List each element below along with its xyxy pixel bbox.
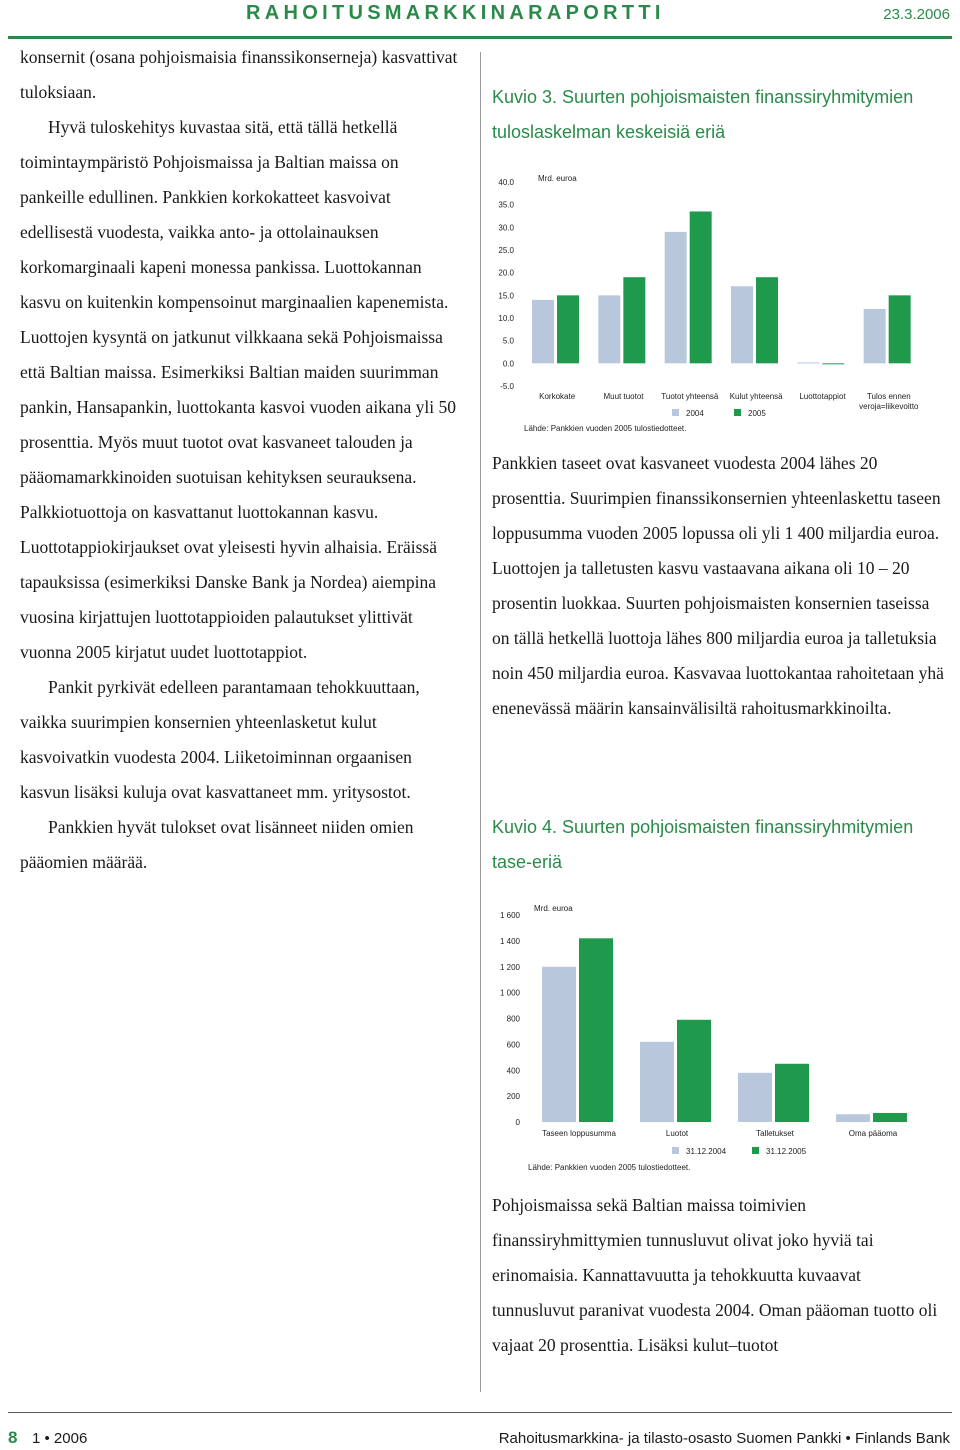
figure3-title: Kuvio 3. Suurten pohjoismaisten finanssiryhmitymien tuloslaskelman keskeisiä eriä	[492, 87, 914, 142]
bar-2005	[623, 277, 645, 363]
source-note: Lähde: Pankkien vuoden 2005 tulostiedotteet.	[524, 424, 687, 433]
issue-label: 1 • 2006	[32, 1430, 88, 1447]
legend-label: 2004	[686, 409, 704, 418]
y-tick-label: 35.0	[498, 200, 514, 210]
y-tick-label: 1 200	[499, 962, 520, 972]
bar-31.12.2004	[640, 1042, 674, 1122]
legend-swatch-31.12.2005	[752, 1147, 759, 1154]
paragraph: konsernit (osana pohjoismaisia finanssikonserneja) kasvattivat tuloksiaan.	[20, 47, 458, 102]
report-title: RAHOITUSMARKKINARAPORTTI	[246, 2, 665, 24]
bar-2005	[889, 295, 911, 363]
legend-label: 31.12.2004	[686, 1147, 727, 1156]
legend-swatch-2004	[672, 409, 679, 416]
y-tick-label: 1 400	[499, 936, 520, 946]
y-tick-label: 0	[515, 1118, 520, 1127]
category-label: Kulut yhteensä	[729, 392, 783, 401]
figure3-chart	[482, 150, 952, 440]
y-tick-label: 600	[506, 1040, 520, 1050]
bar-2004	[731, 286, 753, 363]
paragraph: Pankit pyrkivät edelleen parantamaan tehokkuuttaan, vaikka suurimpien konsernien yhteenlasketut kulut kasvoivatkin vuodesta 2004. Liiketoiminnan orgaanisen kasvun lisäksi kuluja ovat kasvattaneet mm. yritysostot.	[20, 677, 420, 802]
figure4-chart	[482, 880, 952, 1180]
legend-label: 31.12.2005	[766, 1147, 807, 1156]
y-tick-label: 25.0	[498, 246, 514, 255]
column-divider	[480, 52, 481, 1392]
bar-2005	[822, 363, 844, 364]
left-column	[20, 40, 465, 880]
bar-2005	[557, 295, 579, 363]
paragraph: Pankkien hyvät tulokset ovat lisänneet niiden omien pääomien määrää.	[20, 817, 414, 872]
y-tick-label: 15.0	[498, 291, 514, 301]
header-rule	[8, 36, 952, 39]
right-paragraph-2: Pohjoismaissa sekä Baltian maissa toimivien finanssiryhmittymien tunnusluvut olivat joko hyviä tai erinomaisia. Kannattavuutta ja tehokkuutta kuvaavat tunnusluvut paranivat vuodesta 2004. Oman pääoman tuotto oli vajaat 20 prosenttia. Lisäksi kulut–tuotot	[492, 1195, 938, 1355]
bar-2005	[690, 211, 712, 363]
paragraph: Hyvä tuloskehitys kuvastaa sitä, että tällä hetkellä toimintaympäristö Pohjoismaissa ja Baltian maissa on pankeille edullinen. Pankkien korkokatteet kasvoivat edellisestä vuodesta, vaikka anto- ja ottolainauksen korkomarginaali kapeni monessa pankissa. Luottokannan kasvu on kuitenkin kompensoinut marginaalien kapenemista. Luottojen kysyntä on jatkunut vilkkaana sekä Pohjoismaissa että Baltian maissa. Esimerkiksi Baltian maiden suurimman pankin, Hansapankin, luottokanta kasvoi vuoden aikana yli 50 prosenttia. Myös muut tuotot ovat kasvaneet talouden ja pääomamarkkinoiden suotuisan kehityksen seurauksena. Palkkiotuottoja on kasvattanut luottokannan kasvu. Luottotappiokirjaukset ovat yleisesti hyvin alhaisia. Eräissä tapauksissa (esimerkiksi Danske Bank ja Nordea) aiempina vuosina kirjattujen luottotappioiden palautukset ylittivät vuonna 2005 kirjatut uudet luottotappiot.	[20, 117, 456, 662]
category-label: Luottotappiot	[799, 392, 846, 401]
figure4-title: Kuvio 4. Suurten pohjoismaisten finanssiryhmitymien tase-eriä	[492, 817, 914, 872]
bar-2004	[864, 309, 886, 363]
y-tick-label: 30.0	[498, 223, 514, 233]
bar-2004	[665, 232, 687, 363]
bar-31.12.2004	[836, 1114, 870, 1122]
bar-2004	[532, 300, 554, 363]
y-tick-label: 800	[506, 1014, 520, 1024]
y-tick-label: 10.0	[498, 314, 514, 323]
bar-31.12.2005	[677, 1020, 711, 1122]
bar-2004	[598, 295, 620, 363]
legend-swatch-31.12.2004	[672, 1147, 679, 1154]
report-date: 23.3.2006	[883, 6, 950, 23]
y-tick-label: 1 000	[499, 988, 520, 998]
category-label: Luotot	[665, 1129, 689, 1138]
bar-31.12.2004	[738, 1073, 772, 1122]
category-label: Tulos ennen veroja=liikevoitto	[859, 392, 919, 411]
unit-label: Mrd. euroa	[538, 174, 577, 183]
bar-2004	[797, 362, 819, 363]
bar-2005	[756, 277, 778, 363]
source-note: Lähde: Pankkien vuoden 2005 tulostiedotteet.	[528, 1163, 691, 1172]
footer-rule	[8, 1412, 952, 1413]
y-tick-label: 1 600	[499, 911, 520, 920]
y-tick-label: 0.0	[502, 359, 514, 369]
y-tick-label: 200	[506, 1092, 520, 1102]
page-number: 8	[8, 1428, 18, 1447]
y-tick-label: -5.0	[500, 382, 514, 391]
unit-label: Mrd. euroa	[534, 904, 573, 913]
category-label: Tuotot yhteensä	[661, 392, 719, 401]
legend-swatch-2005	[734, 409, 741, 416]
category-label: Taseen loppusumma	[542, 1129, 616, 1138]
y-tick-label: 20.0	[498, 268, 514, 278]
legend-label: 2005	[748, 409, 766, 418]
right-paragraph-1: Pankkien taseet ovat kasvaneet vuodesta 2004 lähes 20 prosenttia. Suurimpien finanssikonsernien yhteenlaskettu taseen loppusumma vuoden 2005 lopussa oli yli 1 400 miljardia euroa. Luottojen ja talletusten kasvu vastaavana aikana oli 10 – 20 prosentin luokkaa. Suurten pohjoismaisten konsernien taseissa on tällä hetkellä luottoja lähes 800 miljardia euroa ja talletuksia noin 450 miljardia euroa. Kasvavaa luottokantaa rahoitetaan yhä enenevässä määrin kansainvälisiltä rahoitusmarkkinoilta.	[492, 453, 944, 718]
y-tick-label: 40.0	[498, 178, 514, 187]
bar-31.12.2005	[579, 938, 613, 1122]
category-label: Korkokate	[539, 392, 576, 401]
publisher-label: Rahoitusmarkkina- ja tilasto-osasto Suomen Pankki • Finlands Bank	[498, 1430, 950, 1447]
category-label: Muut tuotot	[603, 392, 644, 401]
category-label: Oma pääoma	[848, 1129, 898, 1138]
y-tick-label: 400	[506, 1066, 520, 1076]
category-label: Talletukset	[756, 1129, 794, 1138]
bar-31.12.2005	[775, 1064, 809, 1122]
bar-31.12.2004	[542, 967, 576, 1122]
y-tick-label: 5.0	[502, 336, 514, 346]
bar-31.12.2005	[873, 1113, 907, 1122]
